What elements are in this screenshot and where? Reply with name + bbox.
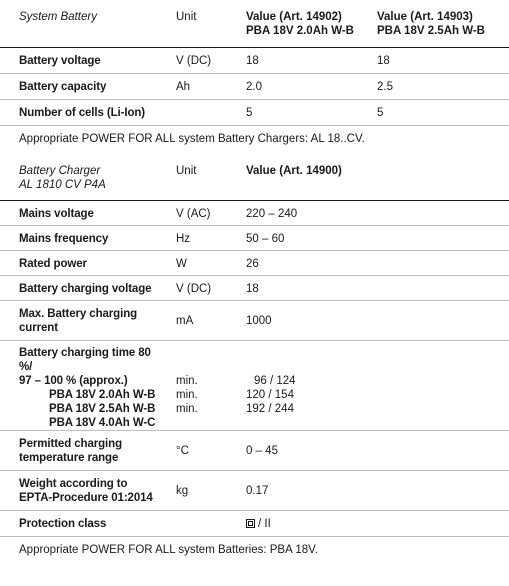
row-unit (157, 99, 227, 125)
row-value: 5 (227, 99, 358, 125)
row-value: 2.0 (227, 73, 358, 99)
row-unit: °C (157, 431, 227, 471)
charger-note: Appropriate POWER FOR ALL system Batteries: PBA 18V. (19, 544, 318, 556)
row-value: 220 – 240 (227, 201, 509, 226)
row-label: Number of cells (Li-Ion) (0, 99, 157, 125)
charging-time-item: PBA 18V 4.0Ah W-C (49, 417, 156, 429)
row-label: Mains frequency (0, 226, 157, 251)
row-label: Battery capacity (0, 73, 157, 99)
charger-spec-table (0, 164, 509, 538)
row-unit: V (DC) (157, 47, 227, 73)
row-label: Battery voltage (0, 47, 157, 73)
charging-time-label: Battery charging time 80 %/ 97 – 100 % (approx.) PBA 18V 2.0Ah W-B PBA 18V 2.5Ah W-B PBA 18V 4.0Ah W-C (0, 341, 157, 431)
table-row (0, 431, 509, 471)
row-label: Rated power (0, 251, 157, 276)
row-unit: mA (157, 301, 227, 341)
battery-unit-header: Unit (157, 10, 227, 47)
charging-time-item: PBA 18V 2.5Ah W-B (49, 403, 156, 415)
row-value: 2.5 (358, 73, 509, 99)
row-label: Battery charging voltage (0, 276, 157, 301)
table-row (0, 251, 509, 276)
charger-unit-header: Unit (157, 164, 227, 201)
row-value: 0.17 (227, 471, 509, 511)
battery-note: Appropriate POWER FOR ALL system Battery Chargers: AL 18..CV. (19, 132, 365, 145)
table-row (0, 341, 509, 431)
row-label: Weight according to EPTA-Procedure 01:2014 (0, 471, 157, 511)
charger-table-title: Battery Charger AL 1810 CV P4A (0, 164, 157, 201)
charging-time-units: min. min. min. (157, 341, 227, 431)
row-value: 5 (358, 99, 509, 125)
charging-time-values: 96 / 124 120 / 154 192 / 244 (227, 341, 509, 431)
battery-spec-table (0, 10, 509, 126)
table-row (0, 201, 509, 226)
table-row (0, 99, 509, 125)
battery-table-title: System Battery (0, 10, 157, 47)
table-row (0, 301, 509, 341)
row-value: 18 (358, 47, 509, 73)
row-value: 26 (227, 251, 509, 276)
charging-time-item: PBA 18V 2.0Ah W-B (49, 389, 156, 401)
protection-class-ii-icon (246, 519, 255, 528)
row-unit: V (AC) (157, 201, 227, 226)
battery-col2-header: Value (Art. 14903) PBA 18V 2.5Ah W-B (358, 10, 509, 47)
battery-col1-header: Value (Art. 14902) PBA 18V 2.0Ah W-B (227, 10, 358, 47)
charger-value-header: Value (Art. 14900) (227, 164, 509, 201)
protection-class-value: / II (227, 511, 509, 537)
row-value: 18 (227, 276, 509, 301)
row-unit: Hz (157, 226, 227, 251)
row-value: 0 – 45 (227, 431, 509, 471)
table-row (0, 226, 509, 251)
row-label: Protection class (0, 511, 157, 537)
table-row (0, 47, 509, 73)
row-value: 18 (227, 47, 358, 73)
row-label: Mains voltage (0, 201, 157, 226)
table-row (0, 73, 509, 99)
row-label: Max. Battery charging current (0, 301, 157, 341)
table-row (0, 511, 509, 537)
row-unit: kg (157, 471, 227, 511)
table-row (0, 276, 509, 301)
row-unit: Ah (157, 73, 227, 99)
row-unit: V (DC) (157, 276, 227, 301)
row-value: 50 – 60 (227, 226, 509, 251)
row-unit: W (157, 251, 227, 276)
row-label: Permitted charging temperature range (0, 431, 157, 471)
row-value: 1000 (227, 301, 509, 341)
table-row (0, 471, 509, 511)
